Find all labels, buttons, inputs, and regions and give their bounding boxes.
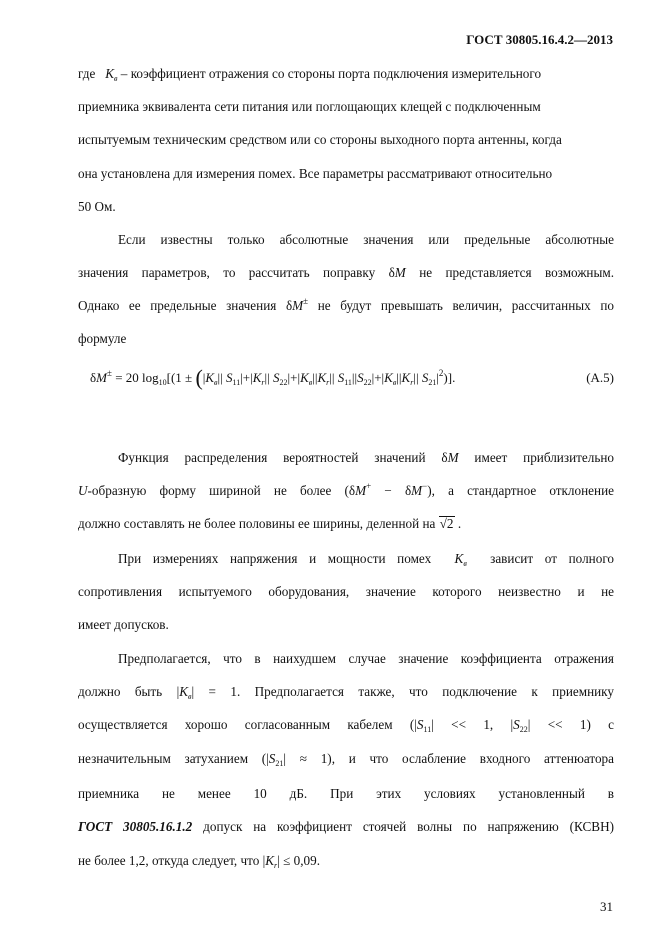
text-line: приемника эквивалента сети питания или поглощающих клещей с подключенным [78, 99, 541, 114]
text-line: сопротивления испытуемого оборудования, значение которого неизвестно и не [78, 584, 614, 599]
formula-a5: δM± = 20 $\log_{10}[(1 \pm (|K_в||$ $S_{11}|+|K_r||$ $S_{22}|+|K_в||K_r||$ $S_{11}||S_{22}|+|K_в||K_r||$ $S_{21}|^2$)]. (А.5) [90, 365, 614, 390]
text-line: где $K_в$ – коэффициент отражения со стороны порта подключения измерительного [78, 66, 542, 83]
text-line: приемника не менее 10 дБ. При этих условиях установленный в [78, 786, 614, 801]
sqrt-symbol: √2 [439, 516, 454, 531]
gost-reference: ГОСТ 30805.16.1.2 [78, 819, 193, 834]
text-line: она установлена для измерения помех. Все параметры рассматривают относительно [78, 166, 553, 181]
text-line: Если известны только абсолютные значения или предельные абсолютные [118, 232, 614, 247]
text-line: U-образную форму шириной не более (δM+ − δM−), а стандартное отклонение [78, 481, 614, 498]
text-line: Предполагается, что в наихудшем случае значение коэффициента отражения [118, 651, 614, 666]
text-line: должно составлять не более половины ее ширины, деленной на √2 . [78, 516, 462, 531]
formula-number: (А.5) [586, 370, 614, 385]
text-line: При измерениях напряжения и мощности помех $K_в$ зависит от полного [118, 551, 615, 568]
text-line: значения параметров, то рассчитать поправку δM не представляется возможным. [78, 265, 614, 280]
text-line: осуществляется хорошо согласованным кабелем ($|S_{11}| << 1$, $|S_{22}| << 1$) с [78, 717, 615, 734]
text-line: незначительным затуханием $(|S_{21}| \approx 1)$, и что ослабление входного аттенюатора [78, 751, 614, 768]
text-line: не более 1,2, откуда следует, что $|K_r| \le 0,09$. [78, 853, 321, 870]
text-line: Функция распределения вероятностей значений δM имеет приблизительно [118, 450, 614, 465]
text-line: 50 Ом. [78, 199, 116, 214]
page-number: 31 [600, 899, 613, 914]
text-line: имеет допусков. [78, 617, 169, 632]
text-line: должно быть $|K_в| = 1$. Предполагается также, что подключение к приемнику [78, 684, 614, 701]
document-header: ГОСТ 30805.16.4.2—2013 [466, 32, 613, 47]
text-line: формуле [78, 331, 127, 346]
text-line: ГОСТ 30805.16.1.2 допуск на коэффициент стоячей волны по напряжению (КСВН) [78, 819, 615, 834]
text-line: испытуемым техническим средством или со стороны выходного порта антенны, когда [78, 132, 562, 147]
text-line: Однако ее предельные значения δM± не будут превышать величин, рассчитанных по [78, 296, 614, 313]
